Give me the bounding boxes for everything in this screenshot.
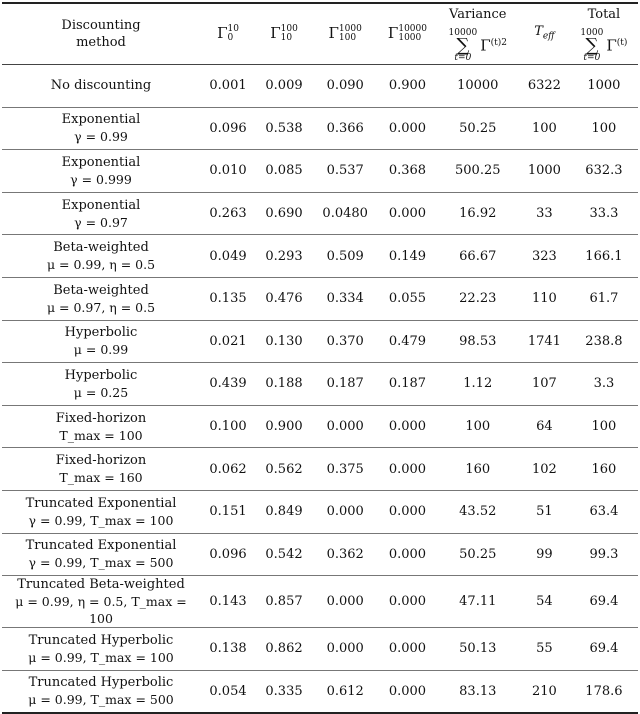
variance-cell: 43.52 [459, 504, 497, 520]
method-name: Truncated Exponential [25, 538, 177, 554]
gamma-0-10-cell: 0.138 [209, 641, 247, 657]
gamma-0-10-cell: 0.001 [209, 78, 247, 94]
total-cell: 160 [591, 461, 617, 477]
teff-cell: 323 [531, 248, 557, 264]
variance-term-sup: (t)2 [490, 38, 507, 49]
table-row [2, 107, 638, 150]
gamma-sup: 1000 [338, 24, 362, 35]
gamma-symbol: Γ [328, 23, 339, 42]
method-cell [2, 192, 200, 235]
table-row [2, 490, 638, 533]
gamma-1000-10000-cell: 0.000 [388, 641, 427, 657]
method-cell [2, 670, 200, 713]
variance-cell: 50.13 [459, 641, 497, 657]
gamma-1000-10000-cell: 0.000 [388, 120, 427, 136]
gamma-0-10-cell: 0.100 [209, 419, 247, 435]
method-params: μ = 0.99, η = 0.5, T_max = 100 [15, 594, 187, 627]
method-name: Truncated Hyperbolic [28, 632, 174, 648]
gamma-1000-10000-cell: 0.000 [388, 419, 427, 435]
method-params: γ = 0.99, T_max = 500 [28, 555, 174, 571]
gamma-1000-10000-cell: 0.000 [388, 546, 427, 562]
gamma-10-100-cell: 0.857 [265, 594, 303, 610]
total-cell: 69.4 [589, 641, 619, 657]
method-cell [2, 490, 200, 533]
table-row [2, 576, 638, 628]
header-gamma-1000-10000 [378, 3, 436, 65]
gamma-1000-10000-cell: 0.187 [388, 376, 427, 392]
gamma-range [227, 25, 238, 43]
teff-cell: 54 [536, 594, 553, 610]
gamma-1000-10000-cell: 0.368 [388, 163, 427, 179]
variance-cell: 83.13 [459, 683, 497, 699]
variance-cell: 47.11 [459, 594, 497, 610]
sum-symbol: ∑ [456, 34, 470, 56]
method-cell [2, 405, 200, 448]
method-name: Fixed-horizon [55, 453, 147, 469]
teff-cell: 51 [536, 504, 553, 520]
teff-cell: 100 [531, 120, 557, 136]
gamma-range [281, 25, 298, 43]
table-row [2, 448, 638, 491]
sum-symbol: ∑ [585, 34, 599, 56]
variance-cell: 500.25 [455, 163, 501, 179]
gamma-10-100-cell: 0.900 [265, 419, 303, 435]
method-name: No discounting [50, 78, 152, 94]
total-cell: 61.7 [589, 291, 619, 307]
variance-cell: 50.25 [459, 120, 497, 136]
method-params: μ = 0.99, T_max = 500 [28, 692, 174, 708]
gamma-1000-10000-cell: 0.000 [388, 206, 427, 222]
table-body [2, 65, 638, 713]
header-row [2, 3, 638, 65]
gamma-100-1000-cell: 0.612 [326, 683, 364, 699]
method-cell [2, 533, 200, 576]
table-row [2, 150, 638, 193]
variance-term: Γ [480, 36, 491, 55]
gamma-sub: 100 [338, 33, 357, 44]
gamma-sub: 1000 [398, 33, 422, 44]
method-params: μ = 0.99 [73, 342, 129, 358]
method-params: γ = 0.99, T_max = 100 [28, 512, 174, 528]
gamma-1000-10000-cell: 0.000 [388, 504, 427, 520]
method-params: T_max = 100 [59, 427, 143, 443]
total-cell: 63.4 [589, 504, 619, 520]
gamma-0-10-cell: 0.439 [209, 376, 247, 392]
table-row [2, 277, 638, 320]
total-term-sup: (t) [616, 38, 628, 49]
table-row [2, 533, 638, 576]
gamma-10-100-cell: 0.293 [265, 248, 303, 264]
gamma-10-100-cell: 0.542 [265, 546, 303, 562]
header-total [570, 3, 638, 65]
method-name: Exponential [61, 112, 141, 128]
header-gamma-0-10 [200, 3, 256, 65]
method-name: Truncated Exponential [25, 495, 177, 511]
teff-cell: 55 [536, 641, 553, 657]
method-params: γ = 0.99 [74, 129, 128, 145]
teff-cell: 102 [531, 461, 557, 477]
method-params: μ = 0.99, T_max = 100 [28, 649, 174, 665]
gamma-range [339, 25, 362, 43]
variance-cell: 50.25 [459, 546, 497, 562]
method-cell [2, 235, 200, 278]
gamma-0-10-cell: 0.096 [209, 120, 247, 136]
gamma-0-10-cell: 0.151 [209, 504, 247, 520]
total-sum-expression [580, 29, 627, 63]
method-name: Fixed-horizon [55, 410, 147, 426]
variance-sum-top: 10000 [448, 27, 478, 38]
discounting-methods-table [2, 2, 638, 714]
header-teff [519, 3, 570, 65]
teff-cell: 1741 [527, 333, 561, 349]
method-cell [2, 448, 200, 491]
method-cell [2, 628, 200, 671]
method-cell [2, 363, 200, 406]
method-name: Hyperbolic [64, 367, 138, 383]
gamma-10-100-cell: 0.562 [265, 461, 303, 477]
method-name: Beta-weighted [53, 282, 149, 298]
gamma-1000-10000-cell: 0.000 [388, 461, 427, 477]
gamma-0-10-cell: 0.049 [209, 248, 247, 264]
gamma-0-10-cell: 0.135 [209, 291, 247, 307]
gamma-1000-10000-cell: 0.149 [388, 248, 427, 264]
total-cell: 632.3 [585, 163, 623, 179]
method-params: T_max = 160 [59, 470, 143, 486]
variance-cell: 66.67 [459, 248, 497, 264]
gamma-100-1000-cell: 0.090 [326, 78, 364, 94]
variance-label: Variance [449, 6, 507, 22]
teff-cell: 110 [531, 291, 557, 307]
teff-cell: 33 [536, 206, 553, 222]
header-method-line2: method [76, 35, 126, 50]
header-method [2, 3, 200, 65]
table-row [2, 405, 638, 448]
teff-main: T [534, 23, 543, 39]
variance-cell: 22.23 [459, 291, 497, 307]
method-name: Truncated Beta-weighted [17, 577, 185, 593]
teff-cell: 107 [531, 376, 557, 392]
gamma-1000-10000-cell: 0.000 [388, 594, 427, 610]
gamma-0-10-cell: 0.263 [209, 206, 247, 222]
gamma-sup: 10000 [398, 24, 427, 35]
method-name: Exponential [61, 197, 141, 213]
table-row [2, 235, 638, 278]
variance-cell: 10000 [457, 78, 499, 94]
method-cell [2, 107, 200, 150]
method-name: Hyperbolic [64, 325, 138, 341]
method-params: μ = 0.97, η = 0.5 [46, 299, 156, 315]
gamma-10-100-cell: 0.849 [265, 504, 303, 520]
total-term: Γ [606, 36, 617, 55]
gamma-symbol: Γ [387, 23, 399, 42]
variance-cell: 98.53 [459, 333, 497, 349]
method-cell [2, 320, 200, 363]
gamma-0-10-cell: 0.143 [209, 594, 247, 610]
table-row [2, 670, 638, 713]
method-cell [2, 277, 200, 320]
method-name: Truncated Hyperbolic [28, 675, 174, 691]
gamma-100-1000-cell: 0.000 [326, 504, 364, 520]
gamma-sub: 0 [227, 33, 234, 44]
header-gamma-10-100 [256, 3, 312, 65]
gamma-100-1000-cell: 0.537 [326, 163, 364, 179]
method-name: Beta-weighted [53, 240, 149, 256]
method-name: Exponential [61, 154, 141, 170]
variance-sum-expression [449, 29, 507, 63]
total-sum-top: 1000 [580, 27, 604, 38]
gamma-range [398, 25, 427, 43]
gamma-100-1000-cell: 0.366 [326, 120, 364, 136]
table-row [2, 65, 638, 108]
gamma-100-1000-cell: 0.362 [326, 546, 364, 562]
discounting-table-figure [0, 2, 640, 708]
gamma-100-1000-cell: 0.0480 [322, 206, 368, 222]
total-sum-bottom: t=0 [583, 52, 601, 63]
total-cell: 1000 [587, 78, 621, 94]
gamma-10-100-cell: 0.188 [265, 376, 303, 392]
gamma-symbol: Γ [217, 23, 228, 42]
gamma-100-1000-cell: 0.000 [326, 594, 364, 610]
teff-cell: 64 [536, 419, 553, 435]
total-cell: 3.3 [593, 376, 615, 392]
gamma-10-100-cell: 0.009 [265, 78, 303, 94]
gamma-10-100-cell: 0.538 [265, 120, 303, 136]
gamma-10-100-cell: 0.862 [265, 641, 303, 657]
teff-cell: 99 [536, 546, 553, 562]
gamma-0-10-cell: 0.096 [209, 546, 247, 562]
gamma-10-100-cell: 0.130 [265, 333, 303, 349]
method-params: γ = 0.97 [74, 214, 128, 230]
variance-cell: 16.92 [459, 206, 497, 222]
total-cell: 69.4 [589, 594, 619, 610]
gamma-10-100-cell: 0.690 [265, 206, 303, 222]
gamma-sub: 10 [280, 33, 293, 44]
gamma-100-1000-cell: 0.187 [326, 376, 364, 392]
gamma-sup: 10 [227, 24, 239, 35]
variance-sum-bottom: t=0 [454, 52, 472, 63]
header-variance [437, 3, 519, 65]
gamma-1000-10000-cell: 0.900 [388, 78, 427, 94]
teff-cell: 1000 [527, 163, 561, 179]
table-row [2, 192, 638, 235]
method-cell [2, 576, 200, 628]
total-cell: 99.3 [589, 546, 619, 562]
method-params: γ = 0.999 [70, 171, 132, 187]
gamma-10-100-cell: 0.335 [265, 683, 303, 699]
total-cell: 166.1 [585, 248, 623, 264]
total-label: Total [587, 6, 621, 22]
total-cell: 238.8 [585, 333, 623, 349]
gamma-100-1000-cell: 0.370 [326, 333, 364, 349]
gamma-sup: 100 [280, 24, 298, 35]
method-params: μ = 0.25 [73, 384, 129, 400]
gamma-0-10-cell: 0.054 [209, 683, 247, 699]
gamma-100-1000-cell: 0.000 [326, 641, 364, 657]
gamma-10-100-cell: 0.476 [265, 291, 303, 307]
total-cell: 100 [591, 120, 617, 136]
gamma-100-1000-cell: 0.000 [326, 419, 364, 435]
gamma-0-10-cell: 0.010 [209, 163, 247, 179]
table-row [2, 320, 638, 363]
teff-cell: 6322 [527, 78, 561, 94]
gamma-100-1000-cell: 0.375 [326, 461, 364, 477]
gamma-1000-10000-cell: 0.479 [388, 333, 427, 349]
header-gamma-100-1000 [312, 3, 378, 65]
variance-cell: 160 [465, 461, 491, 477]
gamma-1000-10000-cell: 0.000 [388, 683, 427, 699]
method-cell [2, 65, 200, 108]
method-cell [2, 150, 200, 193]
table-row [2, 628, 638, 671]
table-row [2, 363, 638, 406]
gamma-symbol: Γ [270, 23, 281, 42]
gamma-0-10-cell: 0.021 [209, 333, 247, 349]
teff-sub: eff [542, 31, 555, 42]
gamma-1000-10000-cell: 0.055 [388, 291, 427, 307]
gamma-100-1000-cell: 0.509 [326, 248, 364, 264]
teff-cell: 210 [531, 683, 557, 699]
variance-cell: 1.12 [463, 376, 493, 392]
gamma-10-100-cell: 0.085 [265, 163, 303, 179]
header-method-line1: Discounting [61, 18, 141, 33]
total-cell: 100 [591, 419, 617, 435]
method-params: μ = 0.99, η = 0.5 [46, 257, 156, 273]
gamma-0-10-cell: 0.062 [209, 461, 247, 477]
gamma-100-1000-cell: 0.334 [326, 291, 364, 307]
total-cell: 178.6 [585, 683, 623, 699]
total-cell: 33.3 [589, 206, 619, 222]
variance-cell: 100 [465, 419, 491, 435]
